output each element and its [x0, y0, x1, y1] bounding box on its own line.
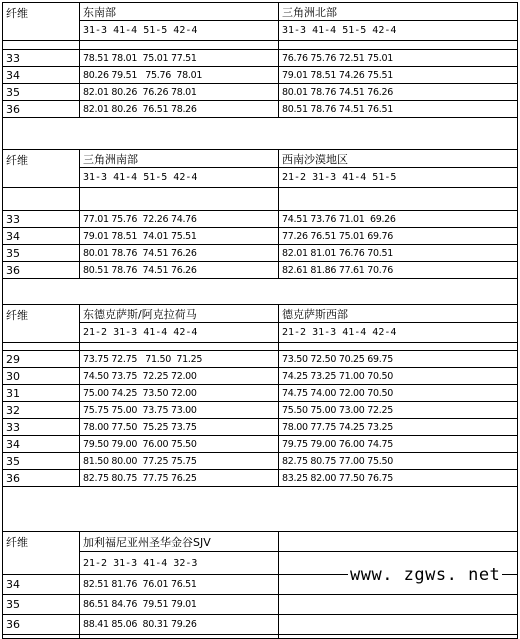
grade-codes: 31-3 41-4 51-5 42-4: [80, 168, 279, 188]
region-name: 加利福尼亚州圣华金谷SJV: [80, 532, 279, 552]
price-values-cell: 74.51 73.76 71.01 69.26: [279, 211, 518, 228]
price-values-cell: 77.01 75.76 72.26 74.76: [80, 211, 279, 228]
fiber-length-cell: 31: [3, 385, 80, 402]
spacer-cell: [279, 343, 518, 351]
price-values-cell: 82.01 81.01 76.76 70.51: [279, 245, 518, 262]
region-name: 三角洲北部: [279, 3, 518, 21]
price-values-cell: 82.01 80.26 76.26 78.01: [80, 84, 279, 101]
fiber-column-header: 纤维: [3, 532, 80, 575]
header-spacer-row: [3, 41, 518, 50]
price-values-cell: 74.75 74.00 72.00 70.50: [279, 385, 518, 402]
section-gap: [3, 118, 518, 150]
spacer-cell: [3, 188, 80, 211]
price-values-cell: 80.01 78.76 74.51 76.26: [80, 245, 279, 262]
price-values-cell: 74.50 73.75 72.25 72.00: [80, 368, 279, 385]
grade-codes: 31-3 41-4 51-5 42-4: [279, 21, 518, 41]
price-values-cell: [279, 595, 518, 615]
gap-cell: [3, 487, 518, 532]
fiber-length-cell: 33: [3, 419, 80, 436]
spacer-cell: [3, 41, 80, 50]
table-row: [3, 402, 518, 419]
fiber-length-cell: 35: [3, 453, 80, 470]
region-header-row: [3, 150, 518, 168]
price-values-cell: 80.26 79.51 75.76 78.01: [80, 67, 279, 84]
table-row: [3, 228, 518, 245]
table-row: [3, 385, 518, 402]
fiber-column-header: 纤维: [3, 150, 80, 188]
fiber-length-cell: 33: [3, 50, 80, 67]
fiber-length-cell: 34: [3, 436, 80, 453]
site-watermark: www. zgws. net: [350, 565, 501, 585]
fiber-length-cell: 35: [3, 595, 80, 615]
table-row: [3, 262, 518, 279]
table-body: [3, 3, 518, 639]
price-values-cell: 82.51 81.76 76.01 76.51: [80, 575, 279, 595]
price-values-cell: 79.01 78.51 74.26 75.51: [279, 67, 518, 84]
price-values-cell: 80.51 78.76 74.51 76.51: [279, 101, 518, 118]
price-values-cell: 79.50 79.00 76.00 75.50: [80, 436, 279, 453]
price-values-cell: [279, 615, 518, 635]
grade-codes: 31-3 41-4 51-5 42-4: [80, 21, 279, 41]
grade-code-row: [3, 168, 518, 188]
table-row: [3, 595, 518, 615]
grade-codes: 21-2 31-3 41-4 42-4: [279, 323, 518, 343]
fiber-length-cell: 36: [3, 101, 80, 118]
fiber-length-cell: 32: [3, 402, 80, 419]
price-values-cell: 82.01 80.26 76.51 78.26: [80, 101, 279, 118]
price-values-cell: 82.75 80.75 77.00 75.50: [279, 453, 518, 470]
price-values-cell: 83.25 82.00 77.50 76.75: [279, 470, 518, 487]
region-header-row: [3, 3, 518, 21]
table-row: [3, 436, 518, 453]
grade-code-row: [3, 21, 518, 41]
fiber-length-cell: 35: [3, 245, 80, 262]
table-row: [3, 351, 518, 368]
grade-code-row: [3, 323, 518, 343]
grade-codes: 21-2 31-3 41-4 51-5: [279, 168, 518, 188]
fiber-length-cell: 29: [3, 351, 80, 368]
gap-cell: [3, 279, 518, 305]
price-values-cell: 86.51 84.76 79.51 79.01: [80, 595, 279, 615]
fiber-length-cell: 34: [3, 575, 80, 595]
region-header-row: [3, 305, 518, 323]
spacer-cell: [279, 188, 518, 211]
header-spacer-row: [3, 343, 518, 351]
price-values-cell: 75.00 74.25 73.50 72.00: [80, 385, 279, 402]
price-values-cell: 77.26 76.51 75.01 69.76: [279, 228, 518, 245]
cotton-price-table: [2, 2, 518, 639]
header-spacer-row: [3, 188, 518, 211]
price-values-cell: 88.41 85.06 80.31 79.26: [80, 615, 279, 635]
fiber-length-cell: 34: [3, 67, 80, 84]
price-values-cell: 73.50 72.50 70.25 69.75: [279, 351, 518, 368]
fiber-column-header: 纤维: [3, 305, 80, 343]
table-row: [3, 470, 518, 487]
price-values-cell: 76.76 75.76 72.51 75.01: [279, 50, 518, 67]
price-values-cell: 79.01 78.51 74.01 75.51: [80, 228, 279, 245]
spacer-cell: [80, 41, 279, 50]
price-values-cell: 82.61 81.86 77.61 70.76: [279, 262, 518, 279]
spacer-cell: [279, 41, 518, 50]
price-values-cell: 82.75 80.75 77.75 76.25: [80, 470, 279, 487]
table-row: [3, 419, 518, 436]
fiber-length-cell: 36: [3, 470, 80, 487]
region-name: 三角洲南部: [80, 150, 279, 168]
region-name: 东德克萨斯/阿克拉荷马: [80, 305, 279, 323]
spacer-cell: [80, 188, 279, 211]
price-values-cell: 81.50 80.00 77.25 75.75: [80, 453, 279, 470]
price-values-cell: 75.50 75.00 73.00 72.25: [279, 402, 518, 419]
table-row: [3, 50, 518, 67]
fiber-length-cell: 36: [3, 615, 80, 635]
grade-codes: 21-2 31-3 41-4 32-3: [80, 552, 279, 575]
region-name: 东南部: [80, 3, 279, 21]
fiber-length-cell: 34: [3, 228, 80, 245]
table-row: [3, 245, 518, 262]
price-values-cell: 79.75 79.00 76.00 74.75: [279, 436, 518, 453]
fiber-length-cell: 33: [3, 211, 80, 228]
price-values-cell: 74.25 73.25 71.00 70.50: [279, 368, 518, 385]
table-row: [3, 101, 518, 118]
price-values-cell: 78.00 77.75 74.25 73.25: [279, 419, 518, 436]
price-values-cell: 73.75 72.75 71.50 71.25: [80, 351, 279, 368]
region-name: 德克萨斯西部: [279, 305, 518, 323]
price-values-cell: 80.01 78.76 74.51 76.26: [279, 84, 518, 101]
table-row: [3, 84, 518, 101]
fiber-length-cell: 36: [3, 262, 80, 279]
price-values-cell: 75.75 75.00 73.75 73.00: [80, 402, 279, 419]
spacer-cell: [80, 635, 279, 639]
fiber-column-header: 纤维: [3, 3, 80, 41]
region-header-row: [3, 532, 518, 552]
trailing-row: [3, 635, 518, 639]
table-row: [3, 211, 518, 228]
grade-codes: 21-2 31-3 41-4 42-4: [80, 323, 279, 343]
gap-cell: [3, 118, 518, 150]
spacer-cell: [3, 635, 80, 639]
table-row: [3, 368, 518, 385]
fiber-length-cell: 35: [3, 84, 80, 101]
price-values-cell: 80.51 78.76 74.51 76.26: [80, 262, 279, 279]
spacer-cell: [80, 343, 279, 351]
price-values-cell: 78.51 78.01 75.01 77.51: [80, 50, 279, 67]
table-row: [3, 453, 518, 470]
spacer-cell: [279, 635, 518, 639]
section-gap: [3, 279, 518, 305]
table-row: [3, 615, 518, 635]
fiber-length-cell: 30: [3, 368, 80, 385]
section-gap: [3, 487, 518, 532]
table-row: [3, 67, 518, 84]
region-name: [279, 532, 518, 552]
price-values-cell: 78.00 77.50 75.25 73.75: [80, 419, 279, 436]
spacer-cell: [3, 343, 80, 351]
region-name: 西南沙漠地区: [279, 150, 518, 168]
